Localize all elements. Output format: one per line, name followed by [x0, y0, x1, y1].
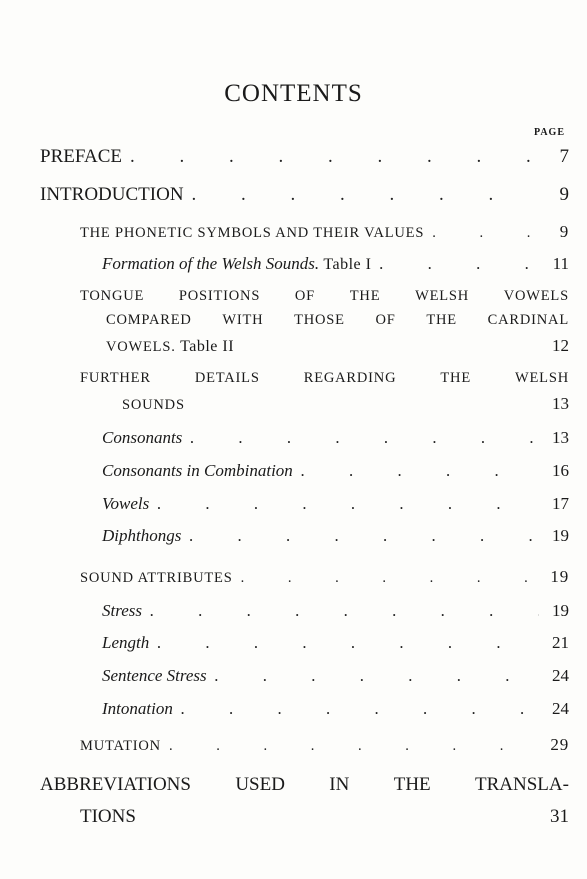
- toc-entry-page: 21: [552, 633, 569, 652]
- toc-entry-line-1: [80, 288, 569, 312]
- leader-dots: [157, 494, 539, 514]
- toc-entry-length[interactable]: [102, 633, 569, 653]
- word: POSITIONS: [178, 288, 261, 304]
- toc-entry-table-ref: Table I: [323, 256, 372, 273]
- word: CARDINAL: [487, 312, 569, 328]
- page-column-header: PAGE: [533, 127, 565, 138]
- leader-dots: [150, 601, 539, 621]
- word: VOWELS: [503, 288, 569, 304]
- toc-entry-abbreviations[interactable]: [40, 774, 569, 828]
- toc-entry-line-1: [80, 370, 569, 394]
- leader-dots: [215, 666, 539, 686]
- toc-entry-page: 29: [550, 735, 569, 754]
- word: WELSH: [415, 288, 470, 304]
- leader-dots: [192, 184, 539, 206]
- word: OF: [375, 312, 396, 328]
- word: COMPARED: [106, 312, 192, 328]
- toc-entry-diphthongs[interactable]: [102, 526, 569, 546]
- toc-entry-stress[interactable]: [102, 601, 569, 621]
- toc-entry-intonation[interactable]: [102, 699, 569, 719]
- word: DETAILS: [194, 370, 260, 386]
- toc-entry-label: Consonants in Combination: [102, 461, 293, 480]
- toc-entry-page: 19: [550, 567, 569, 586]
- toc-entry-label: Stress: [102, 601, 142, 620]
- word: IN: [329, 774, 350, 795]
- toc-entry-page: 13: [552, 428, 569, 447]
- word: THE: [393, 774, 431, 795]
- toc-entry-label: Intonation: [102, 699, 173, 718]
- leader-dots: [130, 146, 539, 168]
- word: ABBREVIATIONS: [40, 774, 191, 795]
- toc-entry-page: 9: [559, 184, 569, 205]
- toc-entry-page: 19: [552, 526, 569, 545]
- toc-entry-consonants-combination[interactable]: [102, 461, 569, 481]
- toc-entry-phonetic-symbols[interactable]: [80, 222, 569, 242]
- toc-entry-page: 7: [559, 146, 569, 167]
- toc-entry-line-2: [122, 394, 569, 414]
- toc-entry-table-ref: Table II: [180, 338, 235, 355]
- toc-entry-label: MUTATION: [80, 738, 161, 754]
- toc-entry-page: 24: [552, 666, 569, 685]
- toc-entry-label: [102, 254, 371, 274]
- leader-dots: [190, 428, 539, 448]
- word: TONGUE: [80, 288, 145, 304]
- word: VOWELS.: [106, 339, 176, 355]
- toc-entry-sentence-stress[interactable]: [102, 666, 569, 686]
- word: THOSE: [294, 312, 345, 328]
- word: REGARDING: [303, 370, 397, 386]
- word: THE: [440, 370, 471, 386]
- page-title: CONTENTS: [224, 80, 363, 107]
- word: THE: [349, 288, 381, 304]
- toc-entry-label: THE PHONETIC SYMBOLS AND THEIR VALUES: [80, 225, 425, 241]
- word: TRANSLA-: [475, 774, 569, 795]
- leader-dots: [432, 225, 539, 242]
- word: WELSH: [515, 370, 569, 386]
- toc-entry-line-3: [106, 336, 569, 356]
- toc-entry-further-details[interactable]: [80, 370, 569, 414]
- toc-entry-label: INTRODUCTION: [40, 184, 184, 205]
- leader-dots: [181, 699, 539, 719]
- toc-entry-label: SOUND ATTRIBUTES: [80, 570, 233, 586]
- toc-entry-introduction[interactable]: [40, 184, 569, 206]
- word: FURTHER: [80, 370, 151, 386]
- leader-dots: [189, 526, 539, 546]
- toc-entry-page: 11: [552, 254, 569, 273]
- toc-entry-vowels[interactable]: [102, 494, 569, 514]
- toc-entry-page: 17: [552, 494, 569, 513]
- leader-dots: [241, 570, 539, 587]
- word: WITH: [222, 312, 264, 328]
- word: TIONS: [80, 806, 136, 827]
- toc-entry-page: 16: [552, 461, 569, 480]
- toc-entry-page: 19: [552, 601, 569, 620]
- leader-dots: [169, 738, 539, 755]
- toc-entry-line-2: [106, 312, 569, 336]
- toc-entry-page: 12: [552, 336, 569, 355]
- leader-dots: [301, 461, 539, 481]
- toc-entry-page: 31: [550, 806, 569, 827]
- toc-entry-label: Sentence Stress: [102, 666, 207, 685]
- toc-entry-sound-attributes[interactable]: [80, 567, 569, 587]
- toc-entry-tongue-positions[interactable]: [80, 288, 569, 356]
- toc-entry-label: Length: [102, 633, 150, 652]
- word: THE: [426, 312, 457, 328]
- toc-entry-label: Vowels: [102, 494, 150, 513]
- word: OF: [294, 288, 316, 304]
- toc-entry-label: PREFACE: [40, 146, 123, 167]
- toc-entry-page: 13: [552, 394, 569, 413]
- toc-entry-line-1: [40, 774, 569, 806]
- toc-entry-page: 9: [559, 222, 569, 241]
- toc-entry-line-2: [80, 806, 569, 828]
- toc-entry-label: Diphthongs: [102, 526, 182, 545]
- toc-entry-preface[interactable]: [40, 146, 569, 168]
- toc-entry-page: 24: [552, 699, 569, 718]
- leader-dots: [157, 633, 539, 653]
- toc-entry-mutation[interactable]: [80, 735, 569, 755]
- leader-dots: [379, 254, 539, 274]
- toc-entry-consonants[interactable]: [102, 428, 569, 448]
- word: USED: [235, 774, 285, 795]
- word: SOUNDS: [122, 397, 185, 413]
- toc-entry-formation[interactable]: [102, 254, 569, 274]
- toc-entry-label-italic: Formation of the Welsh Sounds.: [102, 254, 320, 273]
- toc-entry-label: Consonants: [102, 428, 183, 447]
